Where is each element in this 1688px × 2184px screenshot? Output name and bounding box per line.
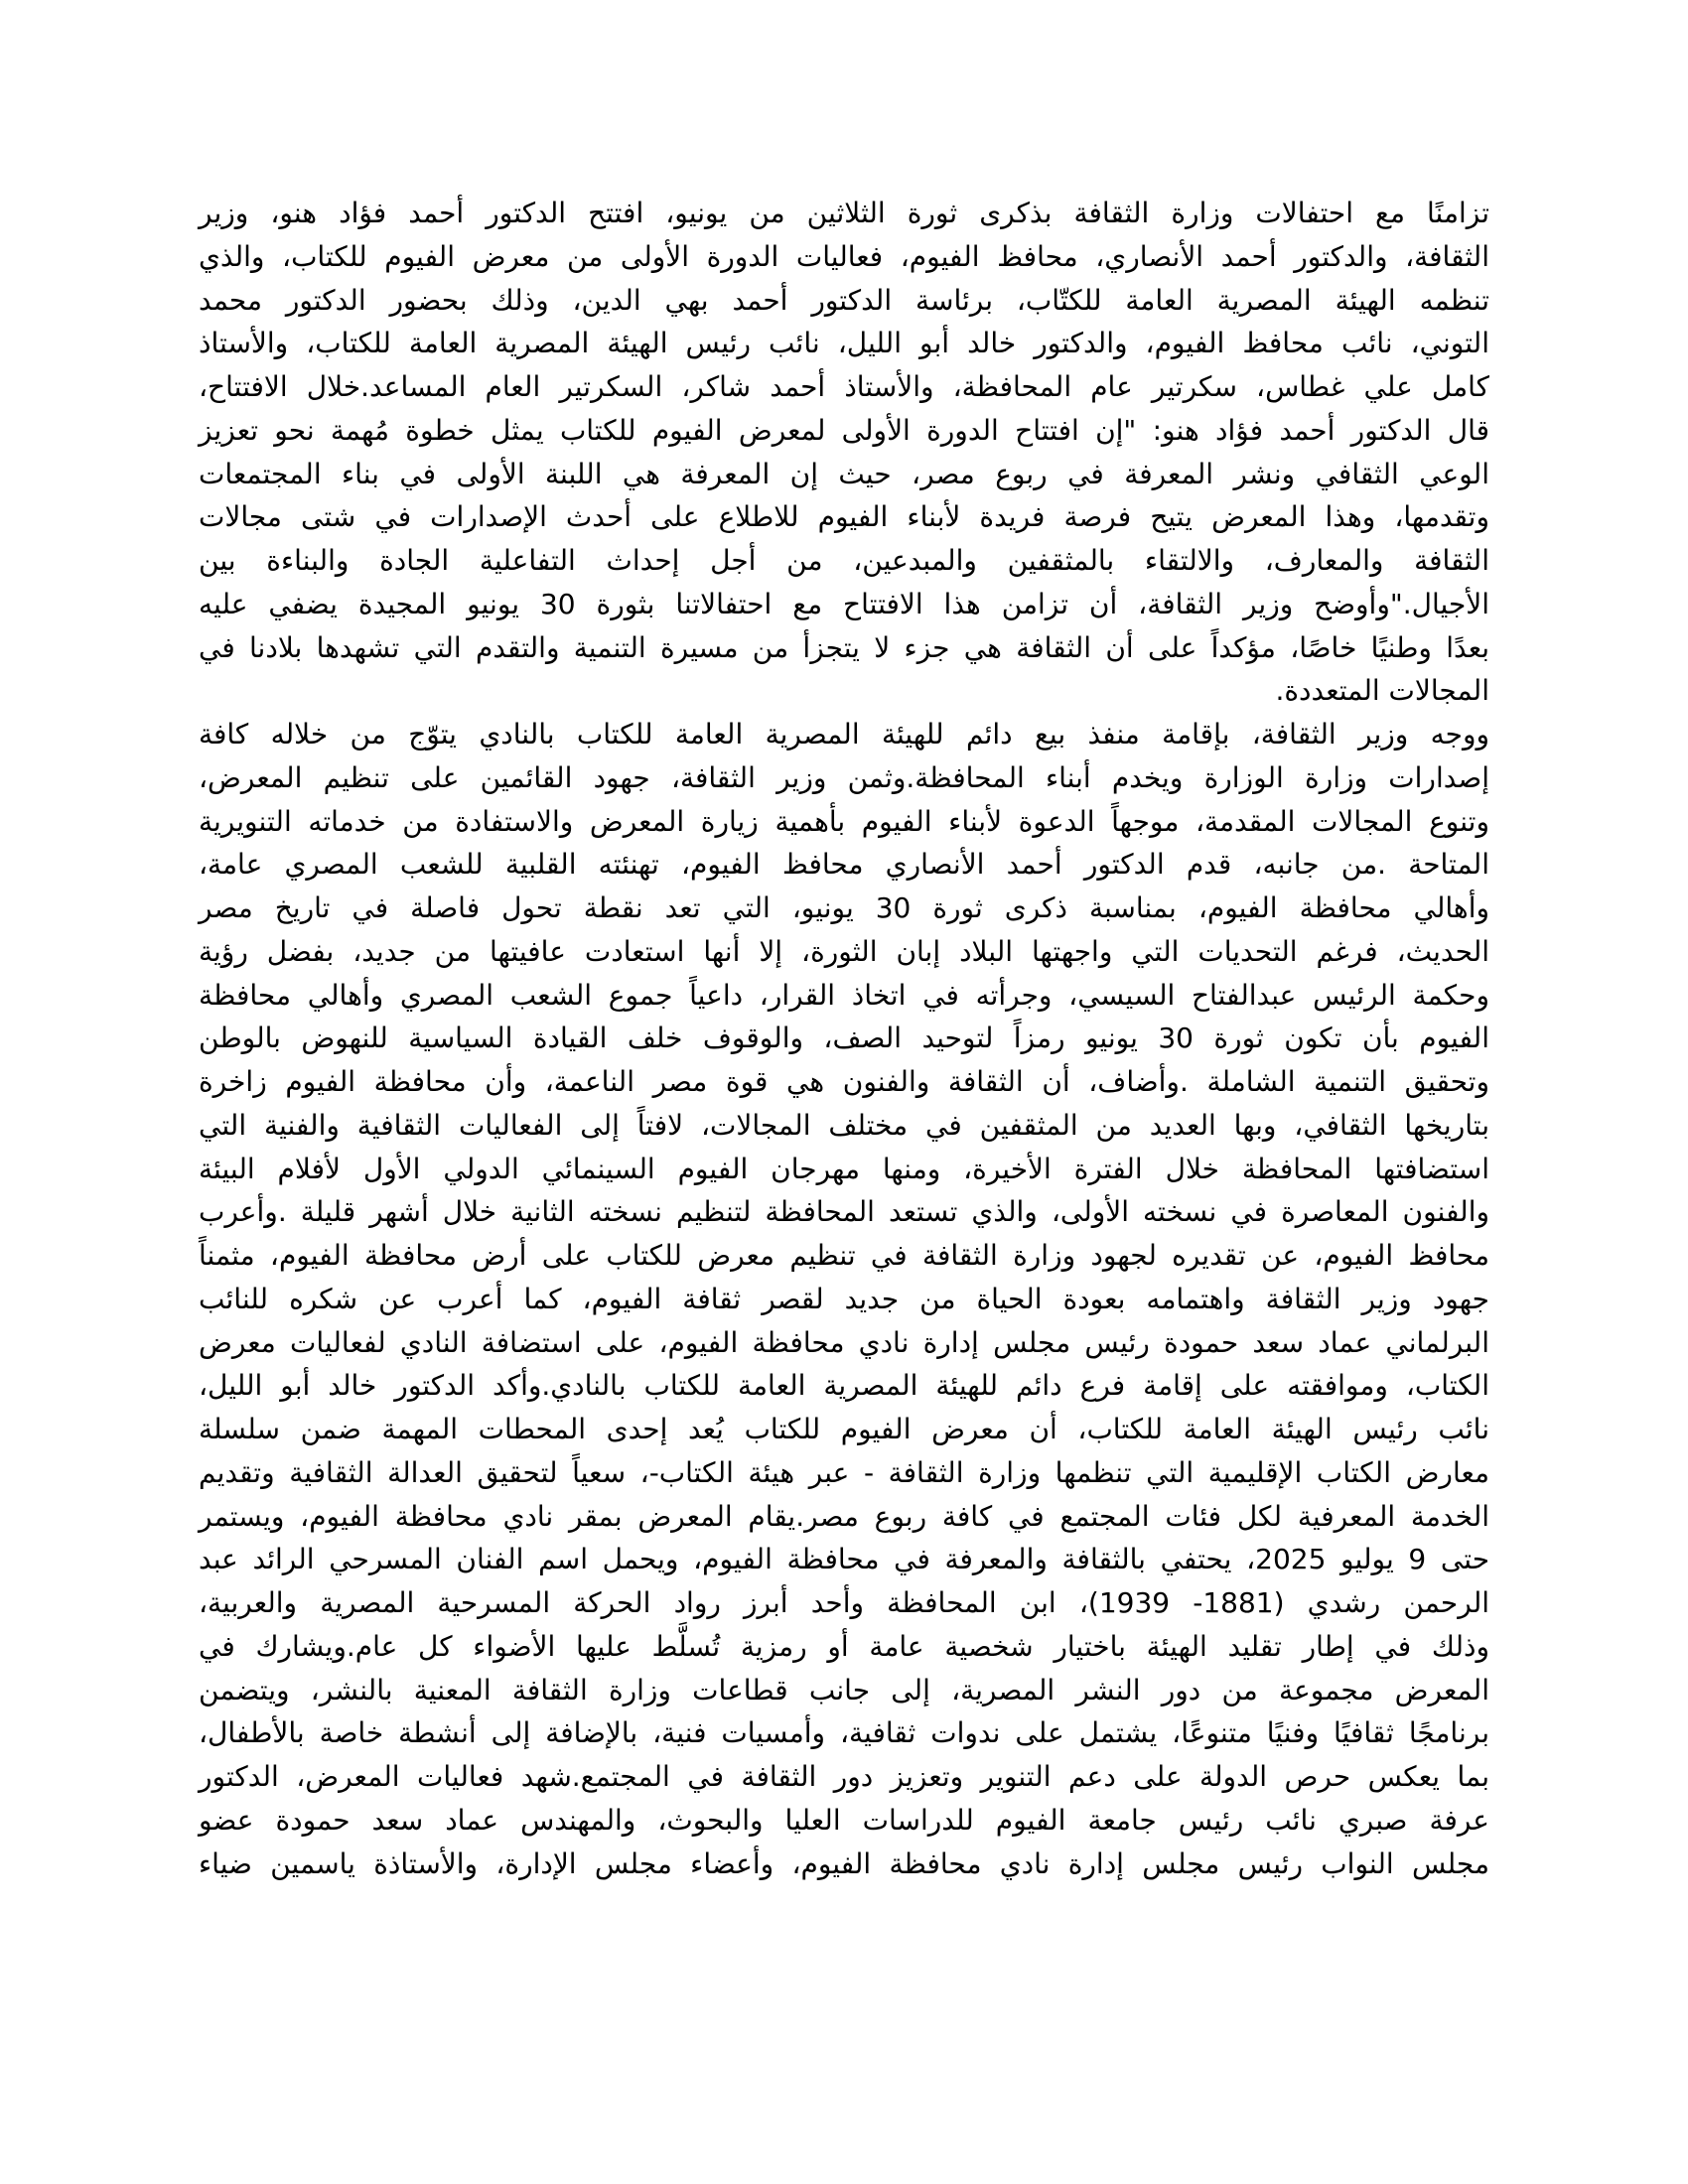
text-line: وذلك في إطار تقليد الهيئة باختيار شخصية عامة أو رمزية تُسلَّط عليها الأضواء كل عام.ويشارك في — [199, 1629, 1489, 1663]
text-line: المجالات المتعددة. — [1275, 674, 1489, 708]
text-line: معارض الكتاب الإقليمية التي تنظمها وزارة الثقافة - عبر هيئة الكتاب-، سعياً لتحقيق العدالة الثقافية وتقديم — [199, 1455, 1489, 1489]
text-line: عرفة صبري نائب رئيس جامعة الفيوم للدراسات العليا والبحوث، والمهندس عماد سعد حمودة عضو — [199, 1803, 1489, 1837]
text-line: مجلس النواب رئيس مجلس إدارة نادي محافظة الفيوم، وأعضاء مجلس الإدارة، والأستاذة ياسمين ضياء — [199, 1846, 1489, 1880]
paragraph — [199, 192, 1489, 713]
text-line: الحديث، فرغم التحديات التي واجهتها البلاد إبان الثورة، إلا أنها استعادت عافيتها من جديد، بفضل رؤية — [199, 934, 1489, 968]
text-line: البرلماني عماد سعد حمودة رئيس مجلس إدارة نادي محافظة الفيوم، على استضافة النادي لفعاليات معرض — [199, 1325, 1489, 1359]
text-line: برنامجًا ثقافيًا وفنيًا متنوعًا، يشتمل على ندوات ثقافية، وأمسيات فنية، بالإضافة إلى أنشطة خاصة بالأطفال، — [199, 1716, 1489, 1750]
document-page — [199, 192, 1489, 1885]
text-line: وحكمة الرئيس عبدالفتاح السيسي، وجرأته في اتخاذ القرار، داعياً جموع الشعب المصري وأهالي محافظة — [199, 978, 1489, 1012]
text-line: كامل علي غطاس، سكرتير عام المحافظة، والأستاذ أحمد شاكر، السكرتير العام المساعد.خلال الافتتاح، — [199, 370, 1489, 403]
text-line: الثقافة، والدكتور أحمد الأنصاري، محافظ الفيوم، فعاليات الدورة الأولى من معرض الفيوم للكتاب، والذي — [199, 239, 1489, 273]
text-line: وأهالي محافظة الفيوم، بمناسبة ذكرى ثورة 30 يونيو، التي تعد نقطة تحول فاصلة في تاريخ مصر — [199, 891, 1489, 924]
text-line: وتقدمها، وهذا المعرض يتيح فرصة فريدة لأبناء الفيوم للاطلاع على أحدث الإصدارات في شتى مجالات — [199, 500, 1489, 534]
text-line: الكتاب، وموافقته على إقامة فرع دائم للهيئة المصرية العامة للكتاب بالنادي.وأكد الدكتور خالد أبو الليل، — [199, 1369, 1489, 1403]
text-line: والفنون المعاصرة في نسخته الأولى، والذي تستعد المحافظة لتنظيم نسخته الثانية خلال أشهر قليلة .وأعرب — [199, 1195, 1489, 1229]
text-line: الرحمن رشدي (1881- 1939)، ابن المحافظة وأحد أبرز رواد الحركة المسرحية المصرية والعربية، — [199, 1586, 1490, 1619]
text-line: استضافتها المحافظة خلال الفترة الأخيرة، ومنها مهرجان الفيوم السينمائي الدولي الأول لأفلام البيئة — [199, 1152, 1489, 1185]
text-line: تنظمه الهيئة المصرية العامة للكتّاب، برئاسة الدكتور أحمد بهي الدين، وذلك بحضور الدكتور محمد — [199, 283, 1489, 317]
text-line: التوني، نائب محافظ الفيوم، والدكتور خالد أبو الليل، نائب رئيس الهيئة المصرية العامة للكتاب، والأستاذ — [199, 327, 1489, 360]
text-line: محافظ الفيوم، عن تقديره لجهود وزارة الثقافة في تنظيم معرض للكتاب على أرض محافظة الفيوم، مثمناً — [199, 1239, 1489, 1272]
text-line: الأجيال."وأوضح وزير الثقافة، أن تزامن هذا الافتتاح مع احتفالاتنا بثورة 30 يونيو المجيدة يضفي عليه — [199, 587, 1489, 620]
text-line: قال الدكتور أحمد فؤاد هنو: "إن افتتاح الدورة الأولى لمعرض الفيوم للكتاب يمثل خطوة مُهمة نحو تعزيز — [199, 413, 1489, 447]
text-line: الوعي الثقافي ونشر المعرفة في ربوع مصر، حيث إن المعرفة هي اللبنة الأولى في بناء المجتمعات — [199, 457, 1489, 490]
text-line: جهود وزير الثقافة واهتمامه بعودة الحياة من جديد لقصر ثقافة الفيوم، كما أعرب عن شكره للنائب — [199, 1282, 1489, 1315]
text-line: بما يعكس حرص الدولة على دعم التنوير وتعزيز دور الثقافة في المجتمع.شهد فعاليات المعرض، الدكتور — [199, 1760, 1489, 1793]
text-line: بتاريخها الثقافي، وبها العديد من المثقفين في مختلف المجالات، لافتاً إلى الفعاليات الثقافية والفنية التي — [199, 1108, 1489, 1142]
text-line: الثقافة والمعارف، والالتقاء بالمثقفين والمبدعين، من أجل إحداث التفاعلية الجادة والبناءة بين — [199, 544, 1489, 577]
text-line: بعدًا وطنيًا خاصًا، مؤكداً على أن الثقافة هي جزء لا يتجزأ من مسيرة التنمية والتقدم التي تشهدها بلادنا في — [199, 630, 1489, 664]
text-line: نائب رئيس الهيئة العامة للكتاب، أن معرض الفيوم للكتاب يُعد إحدى المحطات المهمة ضمن سلسلة — [199, 1413, 1489, 1445]
text-line: المتاحة .من جانبه، قدم الدكتور أحمد الأنصاري محافظ الفيوم، تهنئته القلبية للشعب المصري عامة، — [199, 848, 1489, 882]
paragraph — [199, 713, 1489, 1885]
text-line: المعرض مجموعة من دور النشر المصرية، إلى جانب قطاعات وزارة الثقافة المعنية بالنشر، ويتضمن — [199, 1673, 1489, 1706]
text-line: إصدارات وزارة الوزارة ويخدم أبناء المحافظة.وثمن وزير الثقافة، جهود القائمين على تنظيم المعرض، — [199, 760, 1489, 794]
text-line: تزامنًا مع احتفالات وزارة الثقافة بذكرى ثورة الثلاثين من يونيو، افتتح الدكتور أحمد فؤاد هنو، وزير — [199, 197, 1489, 229]
text-line: الخدمة المعرفية لكل فئات المجتمع في كافة ربوع مصر.يقام المعرض بمقر نادي محافظة الفيوم، ويستمر — [199, 1499, 1489, 1533]
text-line: ووجه وزير الثقافة، بإقامة منفذ بيع دائم للهيئة المصرية العامة للكتاب بالنادي يتوّج من خلاله كافة — [199, 718, 1489, 751]
text-line: وتحقيق التنمية الشاملة .وأضاف، أن الثقافة والفنون هي قوة مصر الناعمة، وأن محافظة الفيوم زاخرة — [199, 1065, 1489, 1098]
text-line: وتنوع المجالات المقدمة، موجهاً الدعوة لأبناء الفيوم بأهمية زيارة المعرض والاستفادة من خدماته التنويرية — [199, 804, 1489, 838]
text-line: حتى 9 يوليو 2025، يحتفي بالثقافة والمعرفة في محافظة الفيوم، ويحمل اسم الفنان المسرحي الرائد عبد — [199, 1543, 1490, 1576]
text-line: الفيوم بأن تكون ثورة 30 يونيو رمزاً لتوحيد الصف، والوقوف خلف القيادة السياسية للنهوض بالوطن — [199, 1022, 1489, 1055]
